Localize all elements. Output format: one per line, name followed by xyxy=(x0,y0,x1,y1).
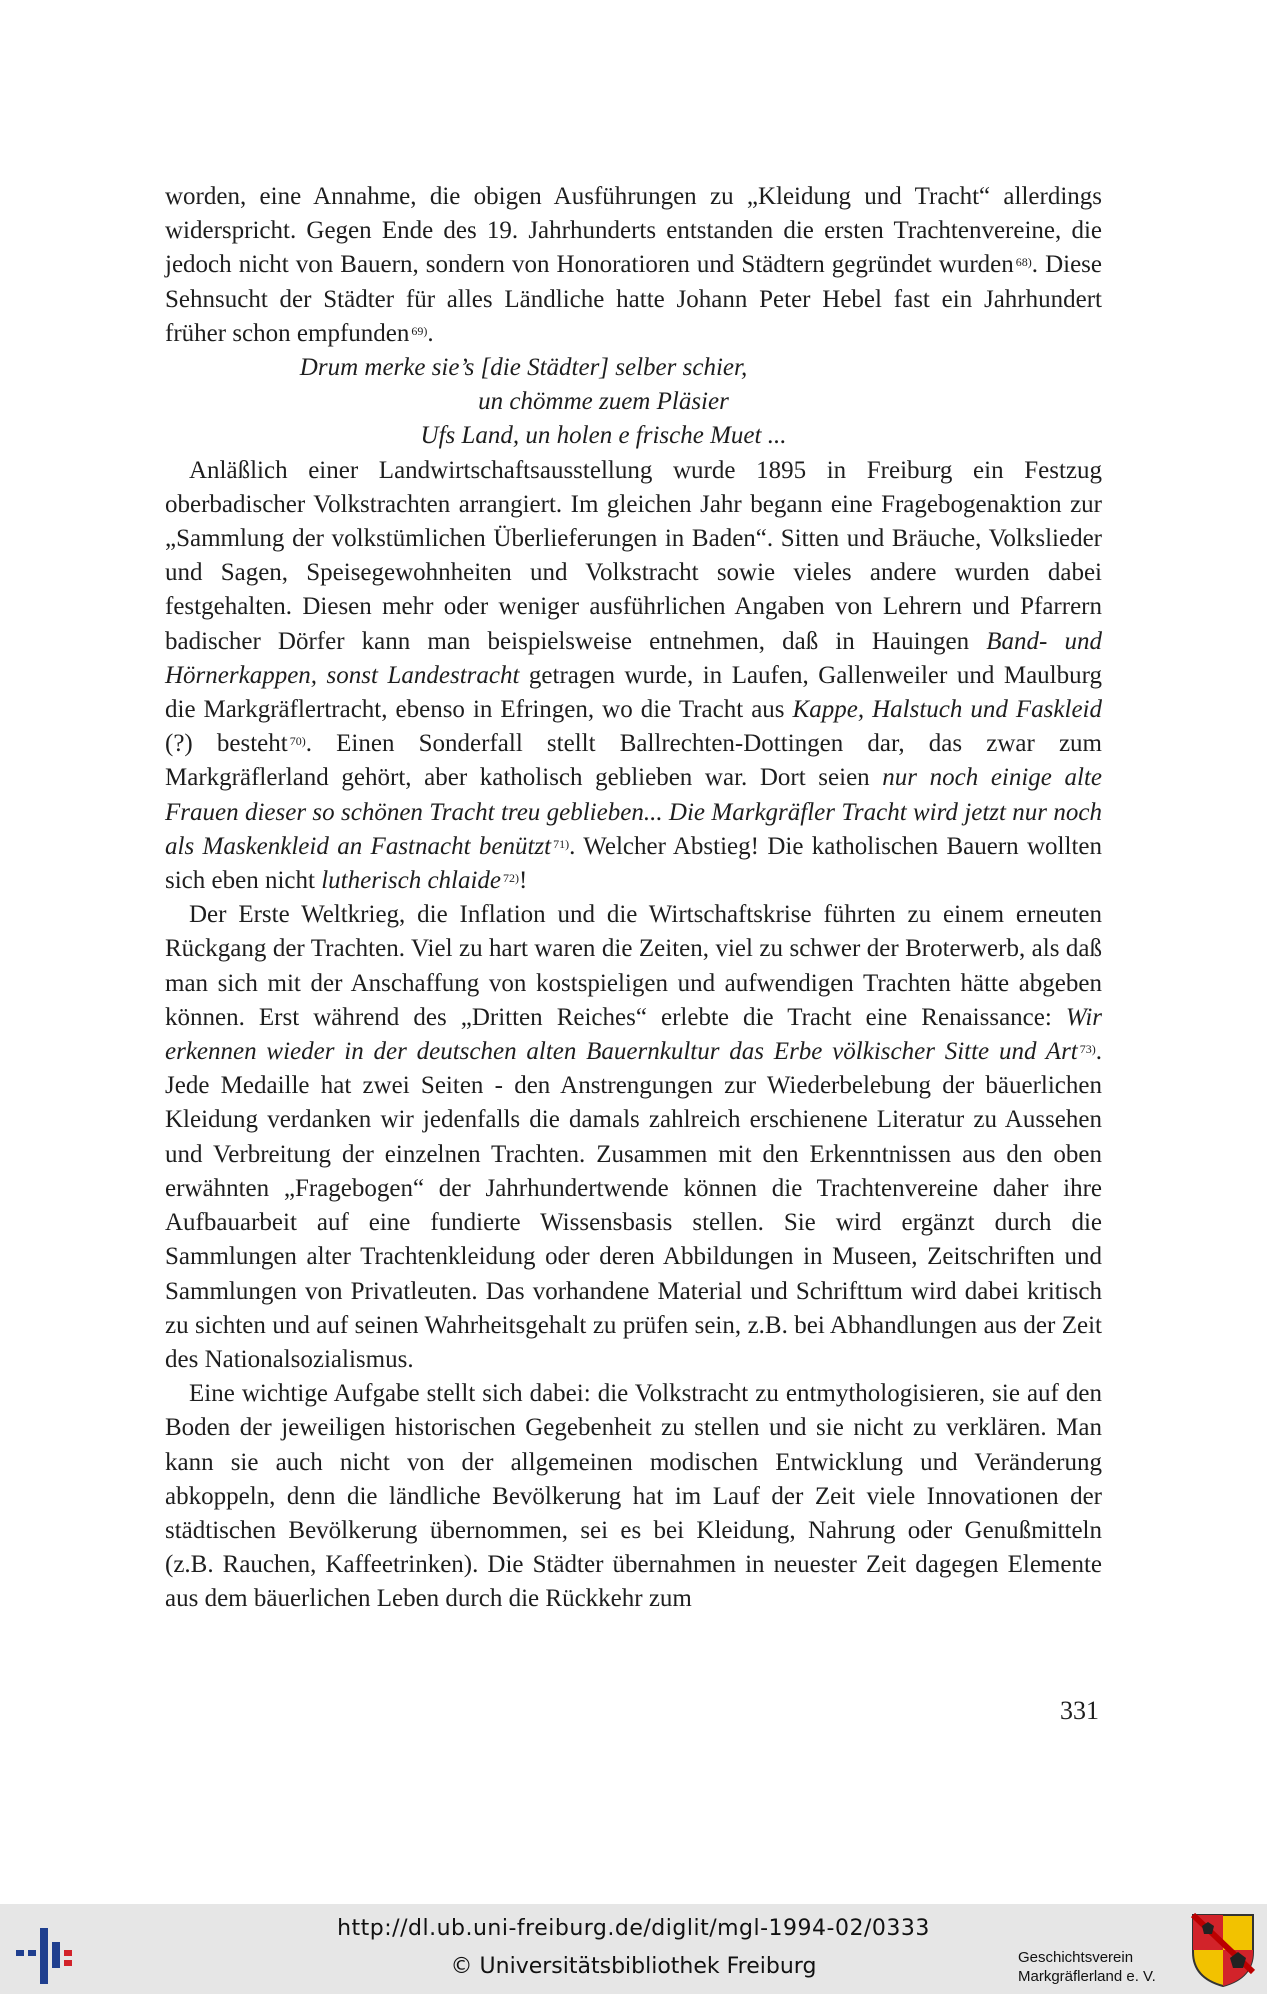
text-run: worden, eine Annahme, die obigen Ausführungen zu „Kleidung und Tracht“ allerdings widerspricht. Gegen Ende des 19. Jahrhunderts entstanden die ersten Trachtenvereine, die jedoch nicht von Bauern, sondern von Honoratioren und Städtern gegründet wurden xyxy=(165,183,1102,279)
footnote-ref-68[interactable]: 68) xyxy=(1015,255,1032,270)
italic-quote: Kappe, Halstuch und Faskleid xyxy=(792,696,1102,724)
footnote-ref-71[interactable]: 71) xyxy=(553,836,570,851)
text-run: . xyxy=(427,319,434,347)
footnote-ref-69[interactable]: 69) xyxy=(411,323,428,338)
text-run: ! xyxy=(519,867,528,895)
paragraph-3 xyxy=(165,898,1102,1377)
society-line: Markgräflerland e. V. xyxy=(1018,1968,1156,1985)
copyright-text: © Universitätsbibliothek Freiburg xyxy=(450,1954,817,1979)
text-run: . Einen Sonderfall stellt Ballrechten-Dottingen dar, das zwar zum Markgräflerland gehört, aber katholisch geblieben war. Dort seien xyxy=(165,730,1102,792)
verse-line: un chömme zuem Pläsier xyxy=(478,388,729,416)
paragraph-1 xyxy=(165,180,1102,351)
source-url-link[interactable]: http://dl.ub.uni-freiburg.de/diglit/mgl-1994-02/0333 xyxy=(337,1916,930,1941)
italic-quote: Band- und Hörnerkappen, sonst Landestracht xyxy=(165,627,1102,689)
verse-line: Drum merke sie’s [die Städter] selber schier, xyxy=(299,354,748,382)
paragraph-4: Eine wichtige Aufgabe stellt sich dabei: die Volkstracht zu entmythologisieren, sie auf den Boden der jeweiligen historischen Gegebenheit zu stellen und sie nicht zu verklären. Man kann sie auch nicht von der allgemeinen modischen Entwicklung und Veränderung abkoppeln, denn die ländliche Bevölkerung hat im Lauf der Zeit viele Innovationen der städtischen Bevölkerung übernommen, sei es bei Kleidung, Nahrung oder Genußmitteln (z.B. Rauchen, Kaffeetrinken). Die Städter übernahmen in neuester Zeit dagegen Elemente aus dem bäuerlichen Leben durch die Rückkehr zum xyxy=(165,1380,1102,1613)
body-text xyxy=(165,180,1102,1617)
text-run: . Welcher Abstieg! Die katholischen Bauern wollten sich eben nicht xyxy=(165,832,1102,895)
page-number: 331 xyxy=(1060,1696,1099,1725)
hebel-verse xyxy=(165,351,1102,454)
text-run: Anläßlich einer Landwirtschaftsausstellung wurde 1895 in Freiburg ein Festzug oberbadischer Volkstrachten arrangiert. Im gleichen Jahr begann eine Fragebogenaktion zur „Sammlung der volkstümlichen Überlieferungen in Baden“. Sitten und Bräuche, Volkslieder und Sagen, Speisegewohnheiten und Volkstracht sowie vieles andere wurden dabei festgehalten. Diesen mehr oder weniger ausführlichen Angaben von Lehrern und Pfarrern badischer Dörfer kann man beispielsweise entnehmen, daß in Hauingen xyxy=(165,456,1102,655)
society-name xyxy=(1018,1948,1188,1986)
text-run: Der Erste Weltkrieg, die Inflation und die Wirtschaftskrise führten zu einem erneuten Rückgang der Trachten. Viel zu hart waren die Zeiten, viel zu schwer der Broterwerb, als daß man sich mit der Anschaffung von kostspieligen und aufwendigen Trachten hätte abgeben können. Erst während des „Dritten Reiches“ erlebte die Tracht eine Renaissance: xyxy=(165,901,1102,1031)
text-run: getragen wurde, in Laufen, Gallenweiler und Maulburg die Markgräflertracht, ebenso in Efringen, wo die Tracht aus xyxy=(165,661,1102,724)
footnote-ref-70[interactable]: 70) xyxy=(289,734,306,749)
italic-quote: lutherisch chlaide xyxy=(321,867,502,895)
coat-of-arms-icon[interactable] xyxy=(1190,1912,1256,1988)
italic-quote: nur noch einige alte Frauen dieser so schönen Tracht treu geblieben... Die Markgräfler Tracht wird jetzt nur noch als Maskenkleid an Fastnacht benützt xyxy=(165,764,1102,860)
footnote-ref-72[interactable]: 72) xyxy=(503,871,520,886)
text-run: . Diese Sehnsucht der Städter für alles Ländliche hatte Johann Peter Hebel fast ein Jahrhundert früher schon empfunden xyxy=(165,251,1103,347)
footnote-ref-73[interactable]: 73) xyxy=(1079,1042,1096,1057)
paragraph-2 xyxy=(165,454,1102,899)
italic-quote: Wir erkennen wieder in der deutschen alten Bauernkultur das Erbe völkischer Sitte und Art xyxy=(165,1003,1102,1066)
text-run: (?) besteht xyxy=(165,730,288,758)
text-run: . Jede Medaille hat zwei Seiten - den Anstrengungen zur Wiederbelebung der bäuerlichen Kleidung verdanken wir jedenfalls die damals zahlreich erschienene Literatur zu Aussehen und Verbreitung der einzelnen Trachten. Zusammen mit den Erkenntnissen aus den oben erwähnten „Fragebogen“ der Jahrhundertwende können die Trachtenvereine daher ihre Aufbauarbeit auf eine fundierte Wissensbasis stellen. Sie wird ergänzt durch die Sammlungen alter Trachtenkleidung oder deren Abbildungen in Museen, Zeitschriften und Sammlungen von Privatleuten. Das vorhandene Material und Schrifttum wird dabei kritisch zu sichten und auf seinen Wahrheitsgehalt zu prüfen sein, z.B. bei Abhandlungen aus der Zeit des Nationalsozialismus. xyxy=(165,1038,1102,1373)
verse-line: Ufs Land, un holen e frische Muet ... xyxy=(420,422,787,450)
footer-bar xyxy=(0,1904,1267,1994)
society-line: Geschichtsverein xyxy=(1018,1949,1134,1966)
